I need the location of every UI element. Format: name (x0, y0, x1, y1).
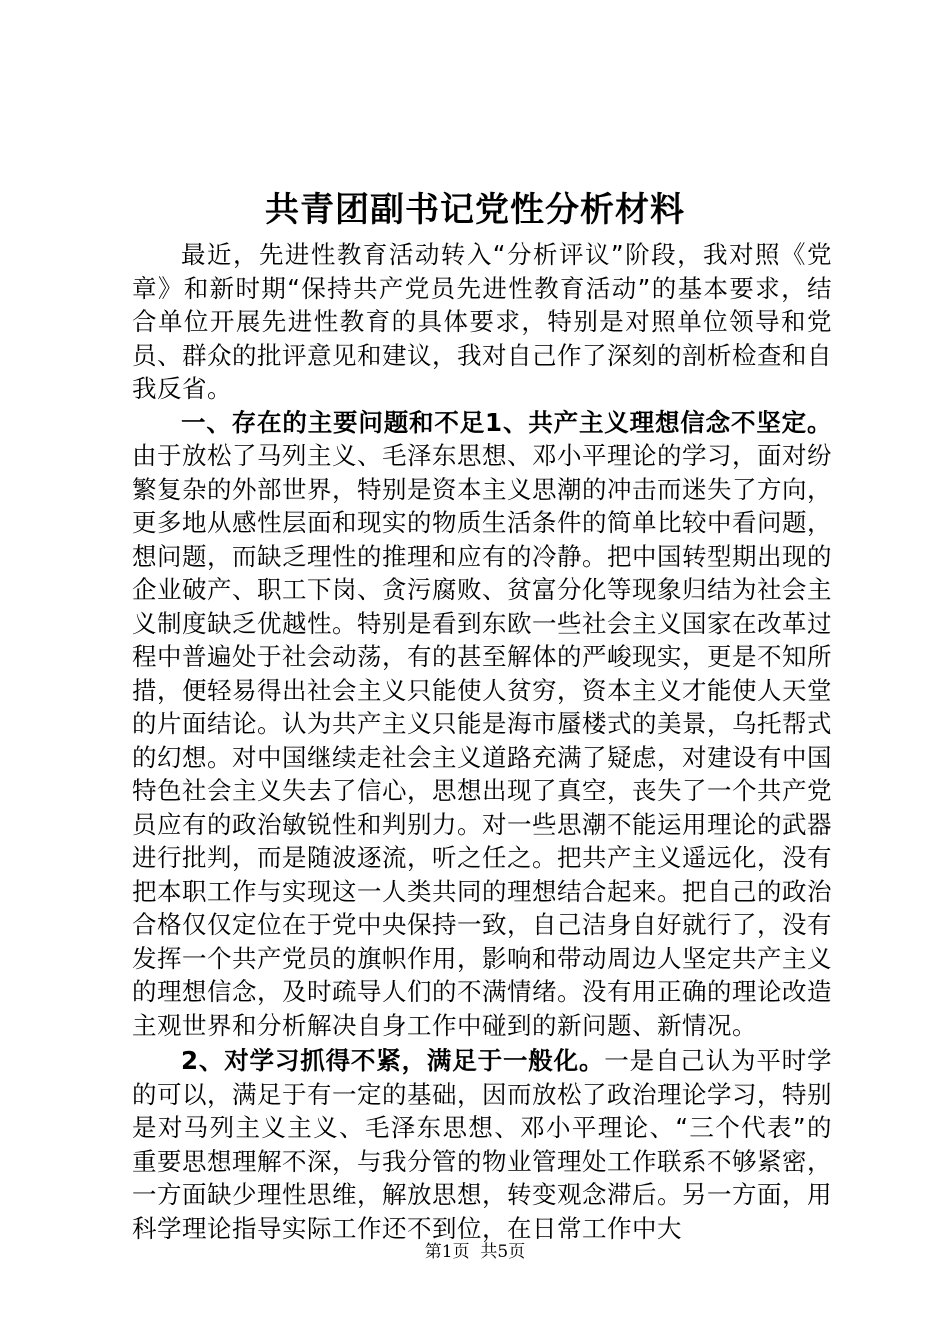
footer-spacer (470, 1242, 481, 1262)
page-footer (0, 1240, 950, 1264)
paragraph-intro (132, 238, 832, 406)
document-body (132, 238, 832, 1245)
paragraph-section-2 (132, 1044, 832, 1245)
paragraph-lead: 2、对学习抓得不紧，满足于一般化。 (181, 1046, 605, 1075)
paragraph-section-1 (132, 406, 832, 1043)
document-title: 共青团副书记党性分析材料 (265, 190, 685, 230)
page-number: 第1页 (424, 1242, 470, 1262)
page-total: 共5页 (480, 1242, 526, 1262)
paragraph-text: 最近，先进性教育活动转入“分析评议”阶段，我对照《党章》和新时期“保持共产党员先进性教育活动”的基本要求，结合单位开展先进性教育的具体要求，特别是对照单位领导和党员、群众的批评意见和建议，我对自己作了深刻的剖析检查和自我反省。 (132, 240, 832, 403)
paragraph-lead: 一、存在的主要问题和不足1、共产主义理想信念不坚定。 (181, 407, 832, 437)
paragraph-text: 一是自己认为平时学的可以，满足于有一定的基础，因而放松了政治理论学习，特别是对马列主义主义、毛泽东思想、邓小平理论、“三个代表”的重要思想理解不深，与我分管的物业管理处工作联系不够紧密，一方面缺少理性思维，解放思想，转变观念滞后。另一方面，用科学理论指导实际工作还不到位，在日常工作中大 (132, 1046, 833, 1243)
paragraph-text: 由于放松了马列主义、毛泽东思想、邓小平理论的学习，面对纷繁复杂的外部世界，特别是资本主义思潮的冲击而迷失了方向，更多地从感性层面和现实的物质生活条件的简单比较中看问题，想问题，而缺乏理性的推理和应有的冷静。把中国转型期出现的企业破产、职工下岗、贪污腐败、贫富分化等现象归结为社会主义制度缺乏优越性。特别是看到东欧一些社会主义国家在改革过程中普遍处于社会动荡，有的甚至解体的严峻现实，更是不知所措，便轻易得出社会主义只能使人贫穷，资本主义才能使人天堂的片面结论。认为共产主义只能是海市蜃楼式的美景，乌托帮式的幻想。对中国继续走社会主义道路充满了疑虑，对建设有中国特色社会主义失去了信心，思想出现了真空，丧失了一个共产党员应有的政治敏锐性和判别力。对一些思潮不能运用理论的武器进行批判，而是随波逐流，听之任之。把共产主义遥远化，没有把本职工作与实现这一人类共同的理想结合起来。把自己的政治合格仅仅定位在于党中央保持一致，自己洁身自好就行了，没有发挥一个共产党员的旗帜作用，影响和带动周边人坚定共产主义的理想信念，及时疏导人们的不满情绪。没有用正确的理论改造主观世界和分析解决自身工作中碰到的新问题、新情况。 (132, 441, 832, 1040)
